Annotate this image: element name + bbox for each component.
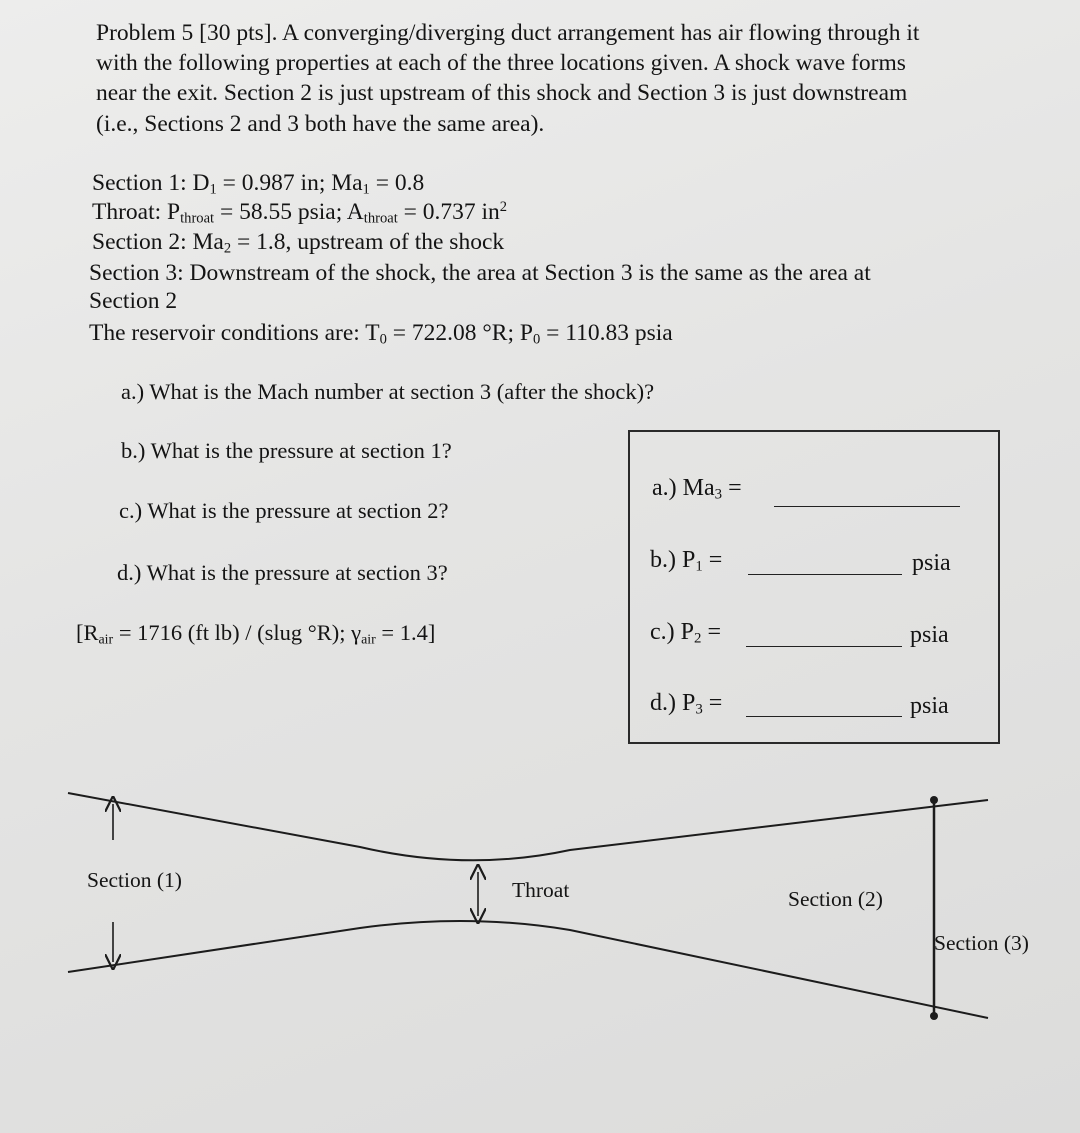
given-section-3-line-2: Section 2 xyxy=(89,288,178,314)
shock-top-dot xyxy=(930,796,938,804)
answer-b-label: b.) $P_1$ = xyxy=(650,547,723,575)
duct-upper-wall xyxy=(68,793,988,860)
question-b: b.) What is the pressure at section 1? xyxy=(121,438,452,463)
problem-line-1: Problem 5 [30 pts]. A converging/diverging duct arrangement has air flowing through it xyxy=(96,20,920,46)
shock-bottom-dot xyxy=(930,1012,938,1020)
given-section-1: Section 1: $D_1 = 0.987$ in; $Ma_1 = 0.8$ xyxy=(92,170,425,198)
answer-c-label: c.) $P_2$ = xyxy=(650,619,721,647)
problem-line-4: (i.e., Sections 2 and 3 both have the same area). xyxy=(96,111,545,137)
answer-d-unit: psia xyxy=(910,693,949,719)
problem-line-2: with the following properties at each of the three locations given. A shock wave forms xyxy=(96,50,906,76)
given-section-3-line-1: Section 3: Downstream of the shock, the area at Section 3 is the same as the area at xyxy=(89,260,871,286)
answer-c-unit: psia xyxy=(910,622,949,648)
constants: [$R_{air} = 1716$ (ft lb) / (slug °R); $\gamma_{air} = 1.4$] xyxy=(76,620,436,648)
question-d: d.) What is the pressure at section 3? xyxy=(117,560,448,585)
throat-label: Throat xyxy=(512,878,570,902)
section-1-label: Section (1) xyxy=(87,868,182,892)
given-reservoir: The reservoir conditions are: $T_0 = 722.08$ °R; $P_0 = 110.83$ psia xyxy=(89,320,673,348)
section-2-label: Section (2) xyxy=(788,887,883,911)
question-a: a.) What is the Mach number at section 3 (after the shock)? xyxy=(121,379,655,404)
given-throat: Throat: $P_{throat} = 58.55$ psia; $A_{throat} = 0.737$ $in^2$ xyxy=(92,199,508,227)
answer-a-label: a.) $Ma_3$ = xyxy=(652,475,742,503)
problem-line-3: near the exit. Section 2 is just upstream of this shock and Section 3 is just downstream xyxy=(96,80,908,106)
section-3-label: Section (3) xyxy=(934,931,1029,955)
answer-b-unit: psia xyxy=(912,550,951,576)
duct-lower-wall xyxy=(68,921,988,1018)
given-section-2: Section 2: $Ma_2 = 1.8$, upstream of the shock xyxy=(92,229,505,257)
answer-d-label: d.) $P_3$ = xyxy=(650,690,723,718)
question-c: c.) What is the pressure at section 2? xyxy=(119,498,449,523)
